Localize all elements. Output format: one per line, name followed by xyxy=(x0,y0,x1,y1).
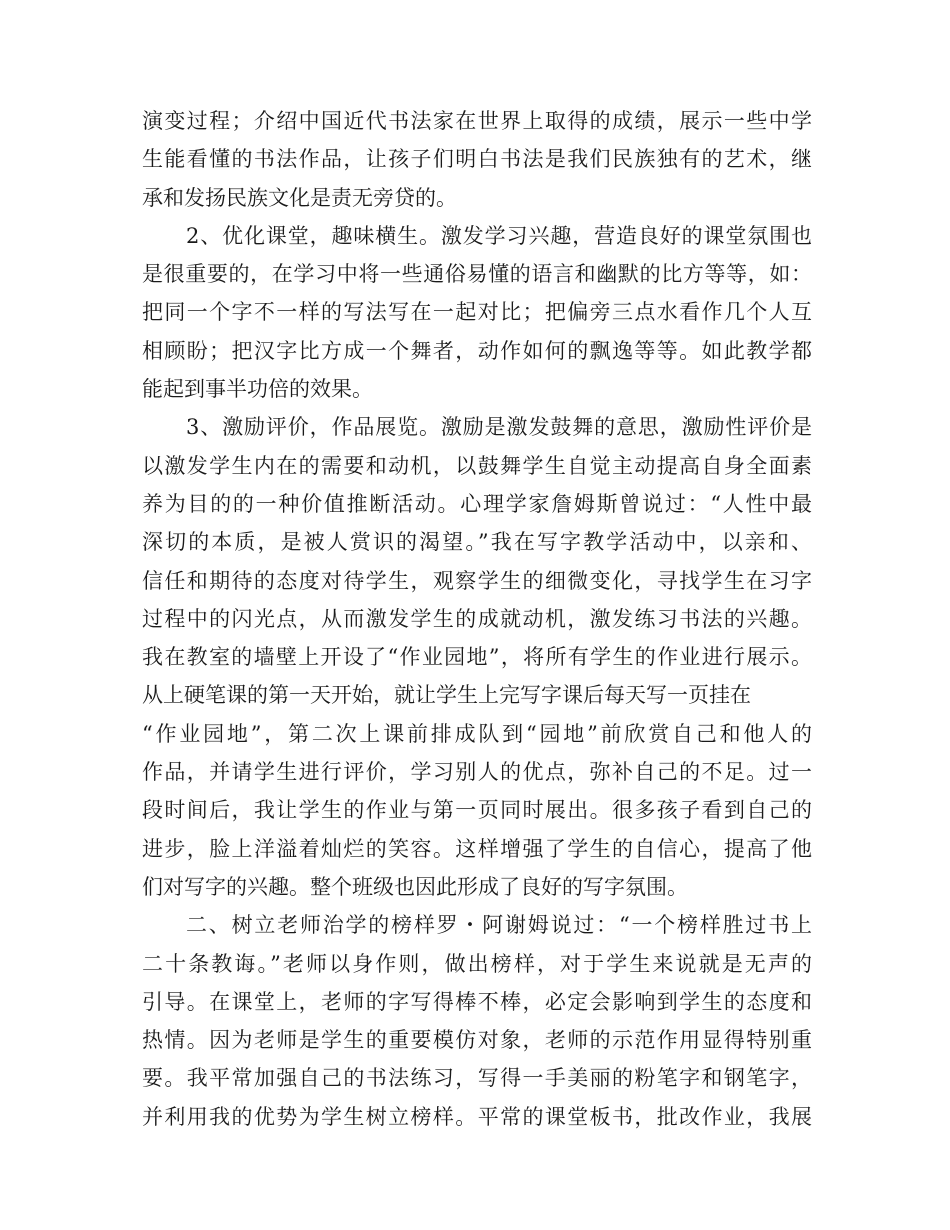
text-line: 把同一个字不一样的写法写在一起对比；把偏旁三点水看作几个人互 xyxy=(142,300,812,325)
text-line: 要。我平常加强自己的书法练习，写得一手美丽的粉笔字和钢笔字， xyxy=(142,1066,812,1091)
text-line: 演变过程；介绍中国近代书法家在世界上取得的成绩，展示一些中学 xyxy=(142,109,812,133)
text-line: 从上硬笔课的第一天开始，就让学生上完写字课后每天写一页挂在 xyxy=(142,683,751,708)
text-line: 二、树立老师治学的榜样罗・阿谢姆说过：“一个榜样胜过书上 xyxy=(186,913,812,938)
text-line: 我在教室的墙壁上开设了“作业园地”，将所有学生的作业进行展示。 xyxy=(142,645,812,670)
text-line: 能起到事半功倍的效果。 xyxy=(142,377,373,402)
text-line: 深切的本质，是被人赏识的渴望。”我在写字教学活动中，以亲和、 xyxy=(142,530,812,555)
text-line: 3、激励评价，作品展览。激励是激发鼓舞的意思，激励性评价是 xyxy=(186,415,812,440)
text-line: 信任和期待的态度对待学生，观察学生的细微变化，寻找学生在习字 xyxy=(142,568,812,593)
text-line: 进步，脸上洋溢着灿烂的笑容。这样增强了学生的自信心，提高了他 xyxy=(142,836,812,861)
text-line: 2、优化课堂，趣味横生。激发学习兴趣，营造良好的课堂氛围也 xyxy=(186,223,812,248)
text-line: 生能看懂的书法作品，让孩子们明白书法是我们民族独有的艺术，继 xyxy=(142,147,812,172)
text-line: 二十条教诲。”老师以身作则，做出榜样，对于学生来说就是无声的 xyxy=(142,951,812,976)
text-line: 以激发学生内在的需要和动机，以鼓舞学生自觉主动提高自身全面素 xyxy=(142,453,812,478)
text-line: “作业园地”，第二次上课前排成队到“园地”前欣赏自己和他人的 xyxy=(142,721,812,746)
document-body xyxy=(142,102,812,1136)
text-line: 承和发扬民族文化是责无旁贷的。 xyxy=(142,185,457,210)
text-line: 引导。在课堂上，老师的字写得棒不棒，必定会影响到学生的态度和 xyxy=(142,989,812,1014)
text-line: 并利用我的优势为学生树立榜样。平常的课堂板书，批改作业，我展 xyxy=(142,1104,812,1129)
text-line: 段时间后，我让学生的作业与第一页同时展出。很多孩子看到自己的 xyxy=(142,798,812,823)
text-line: 养为目的的一种价值推断活动。心理学家詹姆斯曾说过：“人性中最 xyxy=(142,491,812,516)
text-line: 热情。因为老师是学生的重要模仿对象，老师的示范作用显得特别重 xyxy=(142,1028,812,1053)
text-line: 过程中的闪光点，从而激发学生的成就动机，激发练习书法的兴趣。 xyxy=(142,606,812,631)
text-line: 是很重要的，在学习中将一些通俗易懂的语言和幽默的比方等等，如： xyxy=(142,262,812,287)
text-line: 相顾盼；把汉字比方成一个舞者，动作如何的飘逸等等。如此教学都 xyxy=(142,338,812,363)
text-line: 们对写字的兴趣。整个班级也因此形成了良好的写字氛围。 xyxy=(142,874,688,899)
text-line: 作品，并请学生进行评价，学习别人的优点，弥补自己的不足。过一 xyxy=(142,760,812,785)
